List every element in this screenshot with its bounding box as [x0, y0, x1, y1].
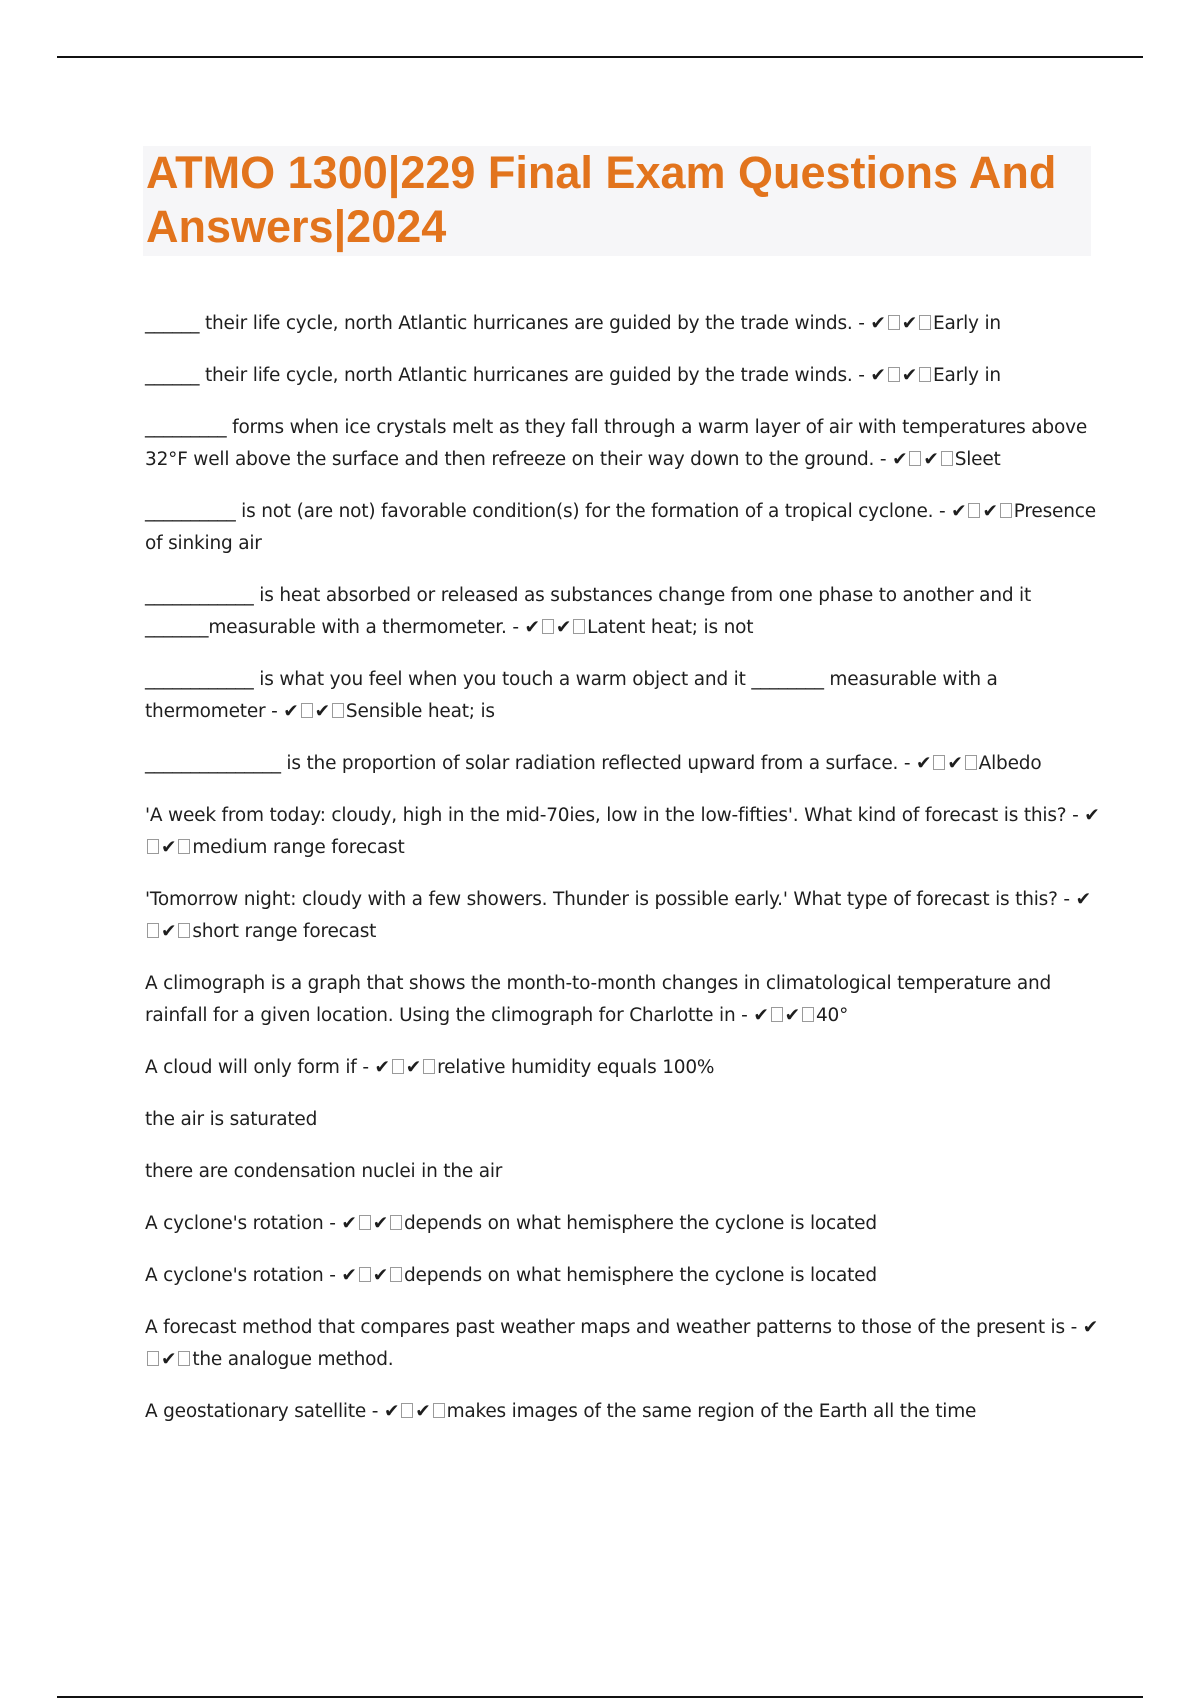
missing-glyph-box-icon: [771, 1007, 783, 1022]
missing-glyph-box-icon: [919, 315, 931, 330]
answer-separator: -: [323, 1213, 342, 1234]
answer-text: medium range forecast: [192, 837, 405, 858]
answer-text: Latent heat; is not: [587, 617, 754, 638]
answer-text: Albedo: [978, 753, 1042, 774]
check-mark-icon: ✔: [951, 501, 967, 522]
check-mark-icon: ✔: [901, 313, 918, 334]
check-mark-icon: ✔: [374, 1057, 390, 1078]
answer-text: Early in: [933, 313, 1001, 334]
check-mark-icon: ✔: [870, 365, 886, 386]
qa-item: [145, 580, 1100, 644]
qa-item: [145, 496, 1100, 560]
answer-separator: -: [933, 501, 952, 522]
missing-glyph-box-icon: [423, 1059, 435, 1074]
missing-glyph-box-icon: [965, 755, 977, 770]
answer-text: depends on what hemisphere the cyclone is located: [404, 1265, 877, 1286]
missing-glyph-box-icon: [573, 619, 585, 634]
check-mark-icon: ✔: [161, 837, 177, 858]
missing-glyph-box-icon: [433, 1403, 445, 1418]
check-mark-icon: ✔: [923, 449, 939, 470]
answer-continuation-line: the air is saturated: [145, 1109, 318, 1130]
missing-glyph-box-icon: [147, 923, 159, 938]
missing-glyph-box-icon: [941, 451, 953, 466]
qa-item: [145, 1208, 1100, 1240]
question-text: ______ their life cycle, north Atlantic hurricanes are guided by the trade winds.: [145, 365, 853, 386]
missing-glyph-box-icon: [147, 1351, 159, 1366]
check-mark-icon: ✔: [161, 921, 177, 942]
answer-separator: -: [735, 1005, 754, 1026]
check-mark-icon: ✔: [415, 1401, 431, 1422]
answer-separator: -: [265, 701, 284, 722]
missing-glyph-box-icon: [802, 1007, 814, 1022]
answer-text: 40°: [815, 1005, 849, 1026]
missing-glyph-box-icon: [542, 619, 554, 634]
missing-glyph-box-icon: [332, 703, 344, 718]
answer-text: depends on what hemisphere the cyclone is located: [404, 1213, 877, 1234]
check-mark-icon: ✔: [555, 617, 572, 638]
qa-item: [145, 800, 1100, 864]
question-text: ____________ is what you feel when you touch a warm object and it ________ measurable with a thermometer: [145, 669, 1004, 722]
answer-separator: -: [852, 365, 871, 386]
qa-item: [145, 1052, 1100, 1084]
answer-text: Sensible heat; is: [345, 701, 495, 722]
check-mark-icon: ✔: [372, 1265, 389, 1286]
question-text: A cyclone's rotation: [145, 1213, 324, 1234]
missing-glyph-box-icon: [933, 755, 945, 770]
missing-glyph-box-icon: [1000, 503, 1012, 518]
answer-separator: -: [323, 1265, 342, 1286]
qa-list: [145, 308, 1100, 1448]
answer-text: Presence of sinking air: [145, 501, 1102, 554]
answer-separator: -: [874, 449, 893, 470]
missing-glyph-box-icon: [178, 839, 190, 854]
check-mark-icon: ✔: [314, 701, 330, 722]
answer-separator: -: [852, 313, 871, 334]
missing-glyph-box-icon: [147, 839, 159, 854]
document-title: ATMO 1300|229 Final Exam Questions And Answers|2024: [146, 147, 1057, 252]
missing-glyph-box-icon: [359, 1267, 371, 1282]
check-mark-icon: ✔: [283, 701, 299, 722]
bottom-rule: [57, 1696, 1143, 1698]
answer-separator: -: [356, 1057, 375, 1078]
qa-item: [145, 412, 1100, 476]
check-mark-icon: ✔: [161, 1349, 177, 1370]
missing-glyph-box-icon: [359, 1215, 371, 1230]
check-mark-icon: ✔: [947, 753, 963, 774]
answer-separator: -: [506, 617, 525, 638]
top-rule: [57, 56, 1143, 58]
answer-separator: -: [1057, 889, 1076, 910]
check-mark-icon: ✔: [784, 1005, 800, 1026]
answer-text: makes images of the same region of the Earth all the time: [446, 1401, 977, 1422]
question-text: 'A week from today: cloudy, high in the mid-70ies, low in the low-fifties'. What kind of forecast is this?: [145, 805, 1067, 826]
qa-item: [145, 664, 1100, 728]
check-mark-icon: ✔: [524, 617, 540, 638]
check-mark-icon: ✔: [892, 449, 908, 470]
qa-item: [145, 884, 1100, 948]
missing-glyph-box-icon: [392, 1059, 404, 1074]
check-mark-icon: ✔: [1082, 1317, 1099, 1338]
check-mark-icon: ✔: [982, 501, 998, 522]
qa-item: [145, 360, 1100, 392]
answer-separator: -: [1066, 805, 1085, 826]
missing-glyph-box-icon: [909, 451, 921, 466]
question-text: _______________ is the proportion of solar radiation reflected upward from a surface.: [145, 753, 899, 774]
missing-glyph-box-icon: [919, 367, 931, 382]
check-mark-icon: ✔: [1084, 805, 1100, 826]
check-mark-icon: ✔: [870, 313, 886, 334]
missing-glyph-box-icon: [178, 923, 190, 938]
missing-glyph-box-icon: [390, 1215, 402, 1230]
missing-glyph-box-icon: [888, 315, 900, 330]
question-text: __________ is not (are not) favorable condition(s) for the formation of a tropical cyclone.: [145, 501, 934, 522]
question-text: A cloud will only form if: [145, 1057, 357, 1078]
answer-text: relative humidity equals 100%: [437, 1057, 715, 1078]
question-text: ______ their life cycle, north Atlantic hurricanes are guided by the trade winds.: [145, 313, 853, 334]
qa-item: [145, 748, 1100, 780]
answer-separator: -: [366, 1401, 384, 1422]
qa-item: [145, 308, 1100, 340]
qa-item: [145, 1260, 1100, 1292]
answer-text: the analogue method.: [192, 1349, 394, 1370]
answer-separator: -: [898, 753, 917, 774]
check-mark-icon: ✔: [753, 1005, 769, 1026]
question-text: _________ forms when ice crystals melt as they fall through a warm layer of air with temperatures above 32°F well above the surface and then refreeze on their way down to the ground.: [145, 417, 1093, 470]
check-mark-icon: ✔: [916, 753, 932, 774]
question-text: A forecast method that compares past weather maps and weather patterns to those of the present is: [145, 1317, 1065, 1338]
check-mark-icon: ✔: [341, 1213, 357, 1234]
check-mark-icon: ✔: [405, 1057, 422, 1078]
answer-separator: -: [1064, 1317, 1083, 1338]
answer-text: short range forecast: [192, 921, 377, 942]
missing-glyph-box-icon: [888, 367, 900, 382]
check-mark-icon: ✔: [383, 1401, 400, 1422]
qa-item: [145, 968, 1100, 1032]
check-mark-icon: ✔: [901, 365, 918, 386]
question-text: A cyclone's rotation: [145, 1265, 324, 1286]
missing-glyph-box-icon: [968, 503, 980, 518]
qa-item: [145, 1396, 1100, 1428]
question-text: ____________ is heat absorbed or released as substances change from one phase to another and it _______measurable with a thermometer.: [145, 585, 1037, 638]
question-text: 'Tomorrow night: cloudy with a few showers. Thunder is possible early.' What type of forecast is this?: [145, 889, 1058, 910]
question-text: A geostationary satellite: [145, 1401, 367, 1422]
check-mark-icon: ✔: [341, 1265, 357, 1286]
check-mark-icon: ✔: [372, 1213, 389, 1234]
answer-text: Sleet: [954, 449, 1001, 470]
missing-glyph-box-icon: [390, 1267, 402, 1282]
answer-text: Early in: [933, 365, 1001, 386]
qa-item: [145, 1312, 1100, 1376]
question-text: A climograph is a graph that shows the month-to-month changes in climatological temperature and rainfall for a given location. Using the climograph for Charlotte in: [145, 973, 1057, 1026]
missing-glyph-box-icon: [401, 1403, 413, 1418]
missing-glyph-box-icon: [301, 703, 313, 718]
check-mark-icon: ✔: [1075, 889, 1091, 910]
missing-glyph-box-icon: [178, 1351, 190, 1366]
answer-continuation-line: there are condensation nuclei in the air: [145, 1161, 503, 1182]
